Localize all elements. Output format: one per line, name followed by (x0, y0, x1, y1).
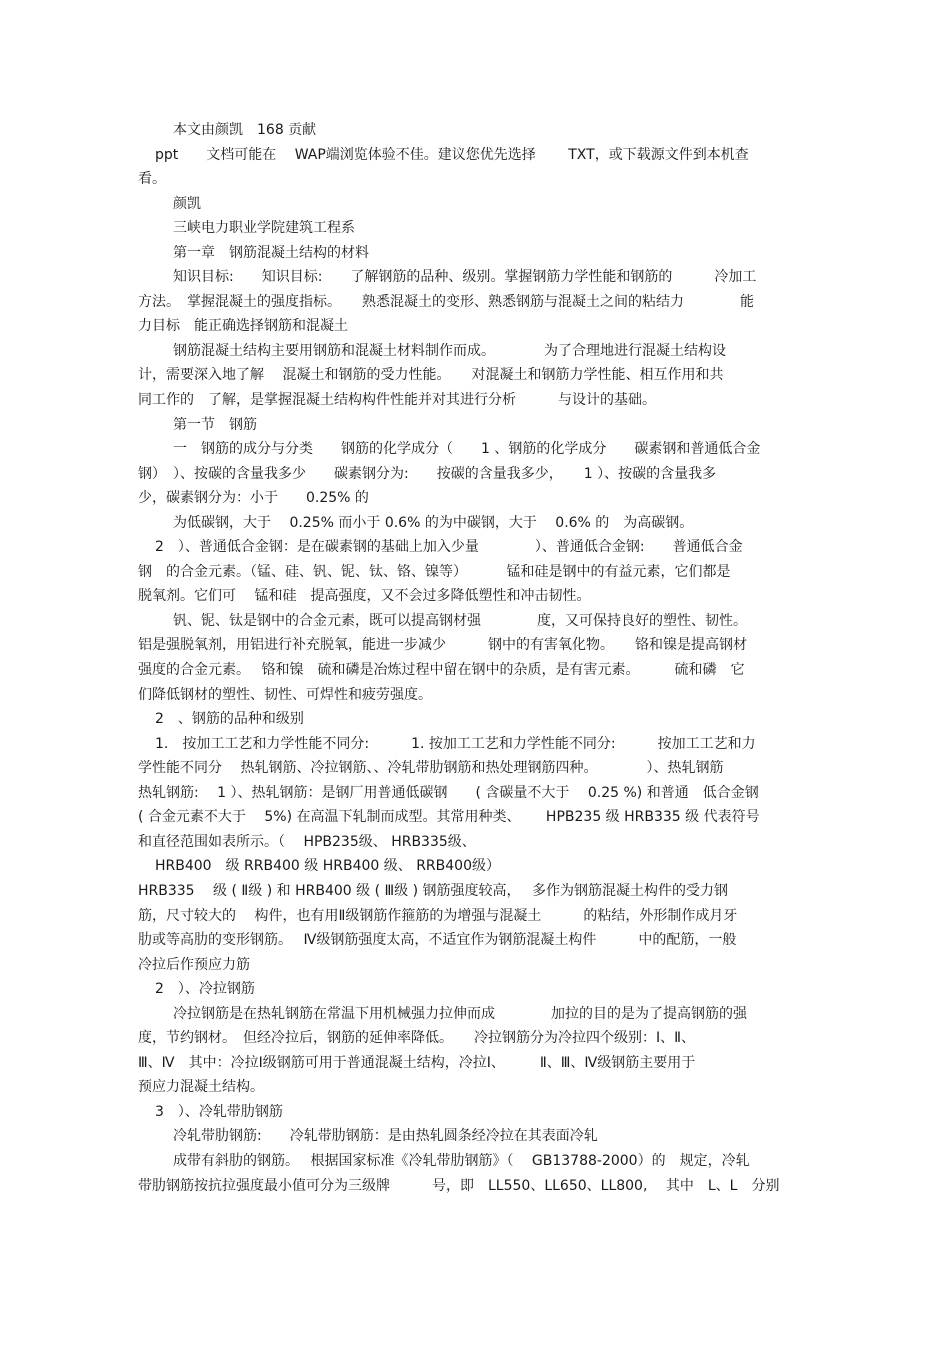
text-line: 知识目标: 知识目标: 了解钢筋的品种、级别。掌握钢筋力学性能和钢筋的 冷加工 (173, 269, 757, 286)
text-line: 钢筋混凝土结构主要用钢筋和混凝土材料制作而成。 为了合理地进行混凝土结构设 (173, 342, 726, 359)
text-line: 铝是强脱氧剂，用铝进行补充脱氧，能进一步减少 钢中的有害氧化物。 铬和镍是提高钢材 (138, 637, 747, 654)
text-line: 预应力混凝土结构。 (138, 1079, 264, 1096)
document-body (138, 118, 810, 1198)
text-line: 脱氧剂。它们可 锰和硅 提高强度，又不会过多降低塑性和冲击韧性。 (138, 588, 591, 605)
subsection-heading: 2 、钢筋的品种和级别 (155, 711, 304, 728)
text-line: 成带有斜肋的钢筋。 根据国家标准《冷轧带肋钢筋》（ GB13788-2000）的 规定，冷轧 (173, 1152, 750, 1169)
text-line: 计，需要深入地了解 混凝土和钢筋的受力性能。 对混凝土和钢筋力学性能、相互作用和共 (138, 367, 724, 384)
text-line: 钒、铌、钛是钢中的合金元素，既可以提高钢材强 度，又可保持良好的塑性、韧性。 (173, 612, 747, 629)
text-line: Ⅲ、Ⅳ 其中：冷拉Ⅰ级钢筋可用于普通混凝土结构，冷拉Ⅰ、 Ⅱ、Ⅲ、Ⅳ级钢筋主要用于 (138, 1054, 696, 1071)
text-line: 钢） ）、按碳的含量我多少 碳素钢分为: 按碳的含量我多少， 1 ）、按碳的含量我多 (138, 465, 717, 482)
text-line: 一 钢筋的成分与分类 钢筋的化学成分（ 1 、钢筋的化学成分 碳素钢和普通低合金 (173, 441, 761, 458)
text-line: 2 ）、普通低合金钢：是在碳素钢的基础上加入少量 ）、普通低合金钢: 普通低合金 (155, 539, 743, 556)
text-line: 强度的合金元素。 铬和镍 硫和磷是冶炼过程中留在钢中的杂质，是有害元素。 硫和磷 它 (138, 662, 745, 679)
text-line: 本文由颜凯 168 贡献 (173, 122, 317, 138)
text-line: HRB400 级 RRB400 级 HRB400 级、 RRB400级） (155, 858, 500, 875)
subsection-heading: 2 ）、冷拉钢筋 (155, 981, 255, 998)
text-line: 学性能不同分 热轧钢筋、冷拉钢筋、、冷轧带肋钢筋和热处理钢筋四种。 ）、热轧钢筋 (138, 760, 724, 777)
text-line: 冷拉钢筋是在热轧钢筋在常温下用机械强力拉伸而成 加拉的目的是为了提高钢筋的强 (173, 1005, 747, 1022)
text-line: 们降低钢材的塑性、韧性、可焊性和疲劳强度。 (138, 686, 432, 703)
text-line: 钢 的合金元素。（锰、硅、钒、铌、钛、铬、镍等） 锰和硅是钢中的有益元素，它们都是 (138, 563, 731, 580)
text-line: 筋，尺寸较大的 构件，也有用Ⅱ级钢筋作箍筋的为增强与混凝土 的粘结，外形制作成月牙 (138, 907, 738, 924)
subsection-heading: 3 ）、冷轧带肋钢筋 (155, 1103, 283, 1120)
text-line: 同工作的 了解，是掌握混凝土结构构件性能并对其进行分析 与设计的基础。 (138, 392, 656, 409)
text-line: 力目标 能正确选择钢筋和混凝土 (138, 318, 348, 335)
text-line: HRB335 级 ( Ⅱ级 ) 和 HRB400 级 ( Ⅲ级 ) 钢筋强度较高， 多作为钢筋混凝土构件的受力钢 (138, 882, 728, 899)
text-line: 度，节约钢材。 但经冷拉后，钢筋的延伸率降低。 冷拉钢筋分为冷拉四个级别：Ⅰ、Ⅱ、 (138, 1030, 696, 1047)
text-line: 和直径范围如表所示。（ HPB235级、 HRB335级、 (138, 833, 476, 850)
text-line: 1. 按加工工艺和力学性能不同分: 1. 按加工工艺和力学性能不同分: 按加工工艺和力 (155, 735, 756, 752)
text-line: 冷拉后作预应力筋 (138, 956, 250, 973)
text-line: 看。 (138, 171, 166, 188)
chapter-heading: 第一章 钢筋混凝土结构的材料 (173, 244, 369, 261)
text-line: 为低碳钢，大于 0.25% 而小于 0.6% 的为中碳钢，大于 0.6% 的 为高碳钢。 (173, 514, 694, 531)
section-heading: 第一节 钢筋 (173, 416, 257, 433)
text-line: 方法。 掌握混凝土的强度指标。 熟悉混凝土的变形、熟悉钢筋与混凝土之间的粘结力 能 (138, 293, 754, 310)
text-line: 三峡电力职业学院建筑工程系 (173, 220, 355, 237)
text-line: 颜凯 (173, 195, 201, 212)
text-line: 带肋钢筋按抗拉强度最小值可分为三级牌 号，即 LL550、LL650、LL800, 其中 L、L 分别 (138, 1177, 780, 1194)
text-line: 冷轧带肋钢筋: 冷轧带肋钢筋：是由热轧圆条经冷拉在其表面冷轧 (173, 1128, 598, 1145)
text-line: 热轧钢筋: 1 ）、热轧钢筋：是钢厂用普通低碳钢 ( 含碳量不大于 0.25 %) 和普通 低合金钢 (138, 784, 759, 801)
text-line: ppt 文档可能在 WAP端浏览体验不佳。建议您优先选择 TXT，或下载源文件到本机查 (155, 146, 749, 163)
text-line: 少，碳素钢分为：小于 0.25% 的 (138, 490, 369, 507)
text-line: 肋或等高肋的变形钢筋。 Ⅳ级钢筋强度太高，不适宜作为钢筋混凝土构件 中的配筋，一般 (138, 932, 737, 949)
text-line: ( 合金元素不大于 5%) 在高温下轧制而成型。其常用种类、 HPB235 级 HRB335 级 代表符号 (138, 809, 760, 826)
